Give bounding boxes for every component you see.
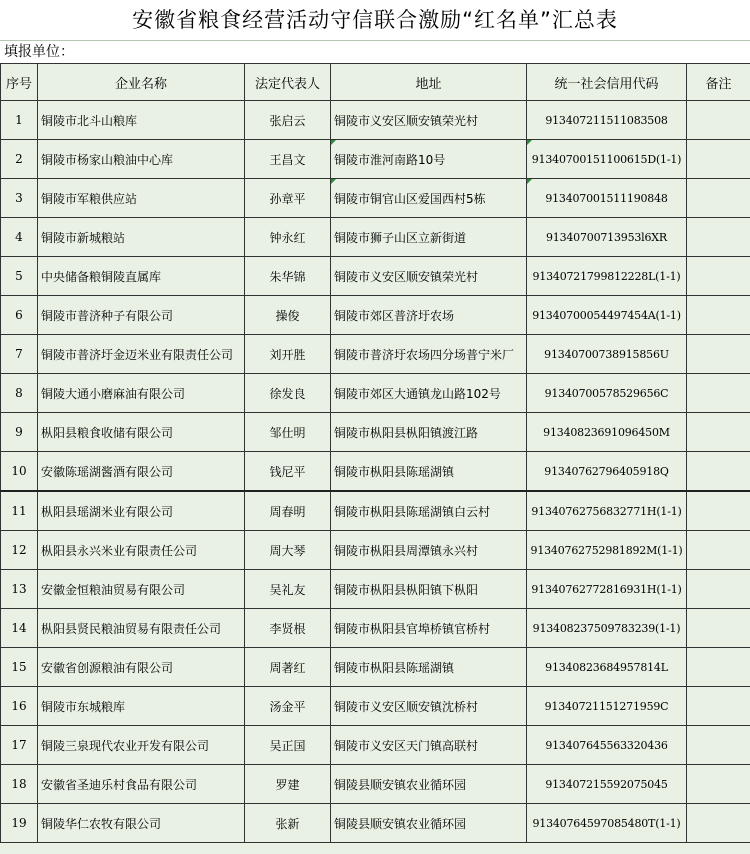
cell-no[interactable]: 15 xyxy=(1,648,38,687)
cell-code[interactable]: 91340823691096450M xyxy=(527,413,687,452)
cell-note[interactable] xyxy=(687,140,750,179)
cell-addr[interactable]: 铜陵市义安区天门镇高联村 xyxy=(331,726,527,765)
cell-rep[interactable]: 吴礼友 xyxy=(245,570,331,609)
col-header-code[interactable]: 统一社会信用代码 xyxy=(527,64,687,101)
cell-code[interactable]: 91340700054497454A(1-1) xyxy=(527,296,687,335)
col-header-name[interactable]: 企业名称 xyxy=(38,64,245,101)
cell-note[interactable] xyxy=(687,765,750,804)
cell-code[interactable]: 91340762796405918Q xyxy=(527,452,687,492)
table-row xyxy=(1,140,750,179)
cell-rep[interactable]: 罗建 xyxy=(245,765,331,804)
cell-name[interactable]: 安徽陈瑶湖酱酒有限公司 xyxy=(38,452,245,492)
cell-addr[interactable]: 铜陵市枞阳县枞阳镇渡江路 xyxy=(331,413,527,452)
cell-name[interactable]: 安徽省圣迪乐村食品有限公司 xyxy=(38,765,245,804)
cell-name[interactable]: 中央储备粮铜陵直属库 xyxy=(38,257,245,296)
table-body xyxy=(1,101,750,843)
col-header-addr[interactable]: 地址 xyxy=(331,64,527,101)
cell-no[interactable]: 10 xyxy=(1,452,38,492)
cell-name[interactable]: 铜陵市普济种子有限公司 xyxy=(38,296,245,335)
cell-name[interactable]: 枞阳县瑶湖米业有限公司 xyxy=(38,491,245,531)
cell-addr[interactable]: 铜陵市枞阳县陈瑶湖镇白云村 xyxy=(331,491,527,531)
cell-rep[interactable]: 周著红 xyxy=(245,648,331,687)
cell-code[interactable]: 913407645563320436 xyxy=(527,726,687,765)
cell-no[interactable]: 6 xyxy=(1,296,38,335)
cell-rep[interactable]: 徐发良 xyxy=(245,374,331,413)
cell-no[interactable]: 16 xyxy=(1,687,38,726)
cell-note[interactable] xyxy=(687,570,750,609)
cell-note[interactable] xyxy=(687,609,750,648)
cell-addr[interactable]: 铜陵市义安区顺安镇沈桥村 xyxy=(331,687,527,726)
cell-rep[interactable]: 吴正国 xyxy=(245,726,331,765)
cell-code[interactable]: 91340721151271959C xyxy=(527,687,687,726)
cell-addr[interactable]: 铜陵市义安区顺安镇荣光村 xyxy=(331,101,527,140)
col-header-note[interactable]: 备注 xyxy=(687,64,750,101)
cell-code[interactable]: 91340762756832771H(1-1) xyxy=(527,491,687,531)
table-row xyxy=(1,179,750,218)
cell-code[interactable]: 91340823684957814L xyxy=(527,648,687,687)
cell-code[interactable]: 91340700713953l6XR xyxy=(527,218,687,257)
reporting-unit-label: 填报单位： xyxy=(0,41,750,63)
cell-code[interactable]: 91340762752981892M(1-1) xyxy=(527,531,687,570)
cell-addr[interactable]: 铜陵市铜官山区爱国西村5栋 xyxy=(331,179,527,218)
cell-code[interactable]: 91340762772816931H(1-1) xyxy=(527,570,687,609)
cell-name[interactable]: 枞阳县贤民粮油贸易有限责任公司 xyxy=(38,609,245,648)
cell-code[interactable]: 913407001511190848 xyxy=(527,179,687,218)
table-row xyxy=(1,374,750,413)
cell-note[interactable] xyxy=(687,804,750,843)
cell-addr[interactable]: 铜陵市枞阳县陈瑶湖镇 xyxy=(331,452,527,492)
cell-rep[interactable]: 操俊 xyxy=(245,296,331,335)
table-row xyxy=(1,452,750,492)
col-header-no[interactable]: 序号 xyxy=(1,64,38,101)
cell-code[interactable]: 91340721799812228L(1-1) xyxy=(527,257,687,296)
cell-addr[interactable]: 铜陵县顺安镇农业循环园 xyxy=(331,804,527,843)
cell-rep[interactable]: 王昌文 xyxy=(245,140,331,179)
cell-addr[interactable]: 铜陵市普济圩农场四分场普宁米厂 xyxy=(331,335,527,374)
cell-no[interactable]: 11 xyxy=(1,491,38,531)
cell-rep[interactable]: 周大琴 xyxy=(245,531,331,570)
cell-name[interactable]: 铜陵市军粮供应站 xyxy=(38,179,245,218)
cell-no[interactable]: 3 xyxy=(1,179,38,218)
cell-no[interactable]: 2 xyxy=(1,140,38,179)
table-row xyxy=(1,296,750,335)
cell-rep[interactable]: 钟永红 xyxy=(245,218,331,257)
cell-note[interactable] xyxy=(687,648,750,687)
table-row xyxy=(1,648,750,687)
cell-no[interactable]: 1 xyxy=(1,101,38,140)
cell-rep[interactable]: 张新 xyxy=(245,804,331,843)
cell-rep[interactable]: 刘开胜 xyxy=(245,335,331,374)
cell-rep[interactable]: 李贤根 xyxy=(245,609,331,648)
table-row xyxy=(1,765,750,804)
cell-name[interactable]: 铜陵华仁农牧有限公司 xyxy=(38,804,245,843)
cell-no[interactable]: 13 xyxy=(1,570,38,609)
cell-no[interactable]: 12 xyxy=(1,531,38,570)
cell-name[interactable]: 铜陵大通小磨麻油有限公司 xyxy=(38,374,245,413)
cell-no[interactable]: 4 xyxy=(1,218,38,257)
cell-name[interactable]: 铜陵市杨家山粮油中心库 xyxy=(38,140,245,179)
cell-addr[interactable]: 铜陵市义安区顺安镇荣光村 xyxy=(331,257,527,296)
cell-name[interactable]: 铜陵三泉现代农业开发有限公司 xyxy=(38,726,245,765)
table-row xyxy=(1,257,750,296)
cell-addr[interactable]: 铜陵市淮河南路10号 xyxy=(331,140,527,179)
cell-note[interactable] xyxy=(687,296,750,335)
cell-addr[interactable]: 铜陵市枞阳县陈瑶湖镇 xyxy=(331,648,527,687)
cell-addr[interactable]: 铜陵市枞阳县枞阳镇下枞阳 xyxy=(331,570,527,609)
cell-name[interactable]: 铜陵市东城粮库 xyxy=(38,687,245,726)
cell-addr[interactable]: 铜陵市枞阳县官埠桥镇官桥村 xyxy=(331,609,527,648)
header-row xyxy=(1,64,750,101)
cell-no[interactable]: 9 xyxy=(1,413,38,452)
cell-no[interactable]: 19 xyxy=(1,804,38,843)
cell-no[interactable]: 7 xyxy=(1,335,38,374)
red-list-table xyxy=(0,63,750,843)
cell-note[interactable] xyxy=(687,218,750,257)
cell-no[interactable]: 14 xyxy=(1,609,38,648)
cell-name[interactable]: 安徽省创源粮油有限公司 xyxy=(38,648,245,687)
table-row xyxy=(1,609,750,648)
table-row xyxy=(1,413,750,452)
cell-rep[interactable]: 钱尼平 xyxy=(245,452,331,492)
cell-note[interactable] xyxy=(687,687,750,726)
cell-code[interactable]: 91340764597085480T(1-1) xyxy=(527,804,687,843)
cell-note[interactable] xyxy=(687,335,750,374)
cell-code[interactable]: 91340700578529656C xyxy=(527,374,687,413)
cell-no[interactable]: 5 xyxy=(1,257,38,296)
cell-note[interactable] xyxy=(687,413,750,452)
cell-name[interactable]: 铜陵市新城粮站 xyxy=(38,218,245,257)
table-row xyxy=(1,531,750,570)
cell-name[interactable]: 枞阳县粮食收储有限公司 xyxy=(38,413,245,452)
col-header-rep[interactable]: 法定代表人 xyxy=(245,64,331,101)
cell-code[interactable]: 913407211511083508 xyxy=(527,101,687,140)
cell-addr[interactable]: 铜陵市狮子山区立新街道 xyxy=(331,218,527,257)
table-row xyxy=(1,101,750,140)
cell-name[interactable]: 枞阳县永兴米业有限责任公司 xyxy=(38,531,245,570)
cell-rep[interactable]: 孙章平 xyxy=(245,179,331,218)
cell-note[interactable] xyxy=(687,257,750,296)
cell-note[interactable] xyxy=(687,531,750,570)
cell-note[interactable] xyxy=(687,491,750,531)
cell-no[interactable]: 8 xyxy=(1,374,38,413)
cell-note[interactable] xyxy=(687,452,750,492)
cell-rep[interactable]: 朱华锦 xyxy=(245,257,331,296)
cell-rep[interactable]: 周春明 xyxy=(245,491,331,531)
cell-rep[interactable]: 汤金平 xyxy=(245,687,331,726)
cell-note[interactable] xyxy=(687,101,750,140)
sheet-title: 安徽省粮食经营活动守信联合激励“红名单”汇总表 xyxy=(0,0,750,41)
cell-addr[interactable]: 铜陵市郊区普济圩农场 xyxy=(331,296,527,335)
cell-code[interactable]: 91340700738915856U xyxy=(527,335,687,374)
cell-note[interactable] xyxy=(687,726,750,765)
cell-rep[interactable]: 邹仕明 xyxy=(245,413,331,452)
cell-name[interactable]: 安徽金恒粮油贸易有限公司 xyxy=(38,570,245,609)
cell-addr[interactable]: 铜陵市郊区大通镇龙山路102号 xyxy=(331,374,527,413)
cell-note[interactable] xyxy=(687,179,750,218)
cell-no[interactable]: 18 xyxy=(1,765,38,804)
cell-name[interactable]: 铜陵市北斗山粮库 xyxy=(38,101,245,140)
cell-code[interactable]: 91340823750978323​9(1-1) xyxy=(527,609,687,648)
table-row xyxy=(1,687,750,726)
cell-no[interactable]: 17 xyxy=(1,726,38,765)
table-row xyxy=(1,335,750,374)
cell-name[interactable]: 铜陵市普济圩金迈米业有限责任公司 xyxy=(38,335,245,374)
cell-addr[interactable]: 铜陵县顺安镇农业循环园 xyxy=(331,765,527,804)
table-row xyxy=(1,804,750,843)
cell-addr[interactable]: 铜陵市枞阳县周潭镇永兴村 xyxy=(331,531,527,570)
cell-note[interactable] xyxy=(687,374,750,413)
cell-code[interactable]: 91340700151100615D(1-1) xyxy=(527,140,687,179)
table-row xyxy=(1,218,750,257)
table-row xyxy=(1,491,750,531)
table-row xyxy=(1,570,750,609)
cell-code[interactable]: 913407215592075045 xyxy=(527,765,687,804)
table-row xyxy=(1,726,750,765)
cell-rep[interactable]: 张启云 xyxy=(245,101,331,140)
